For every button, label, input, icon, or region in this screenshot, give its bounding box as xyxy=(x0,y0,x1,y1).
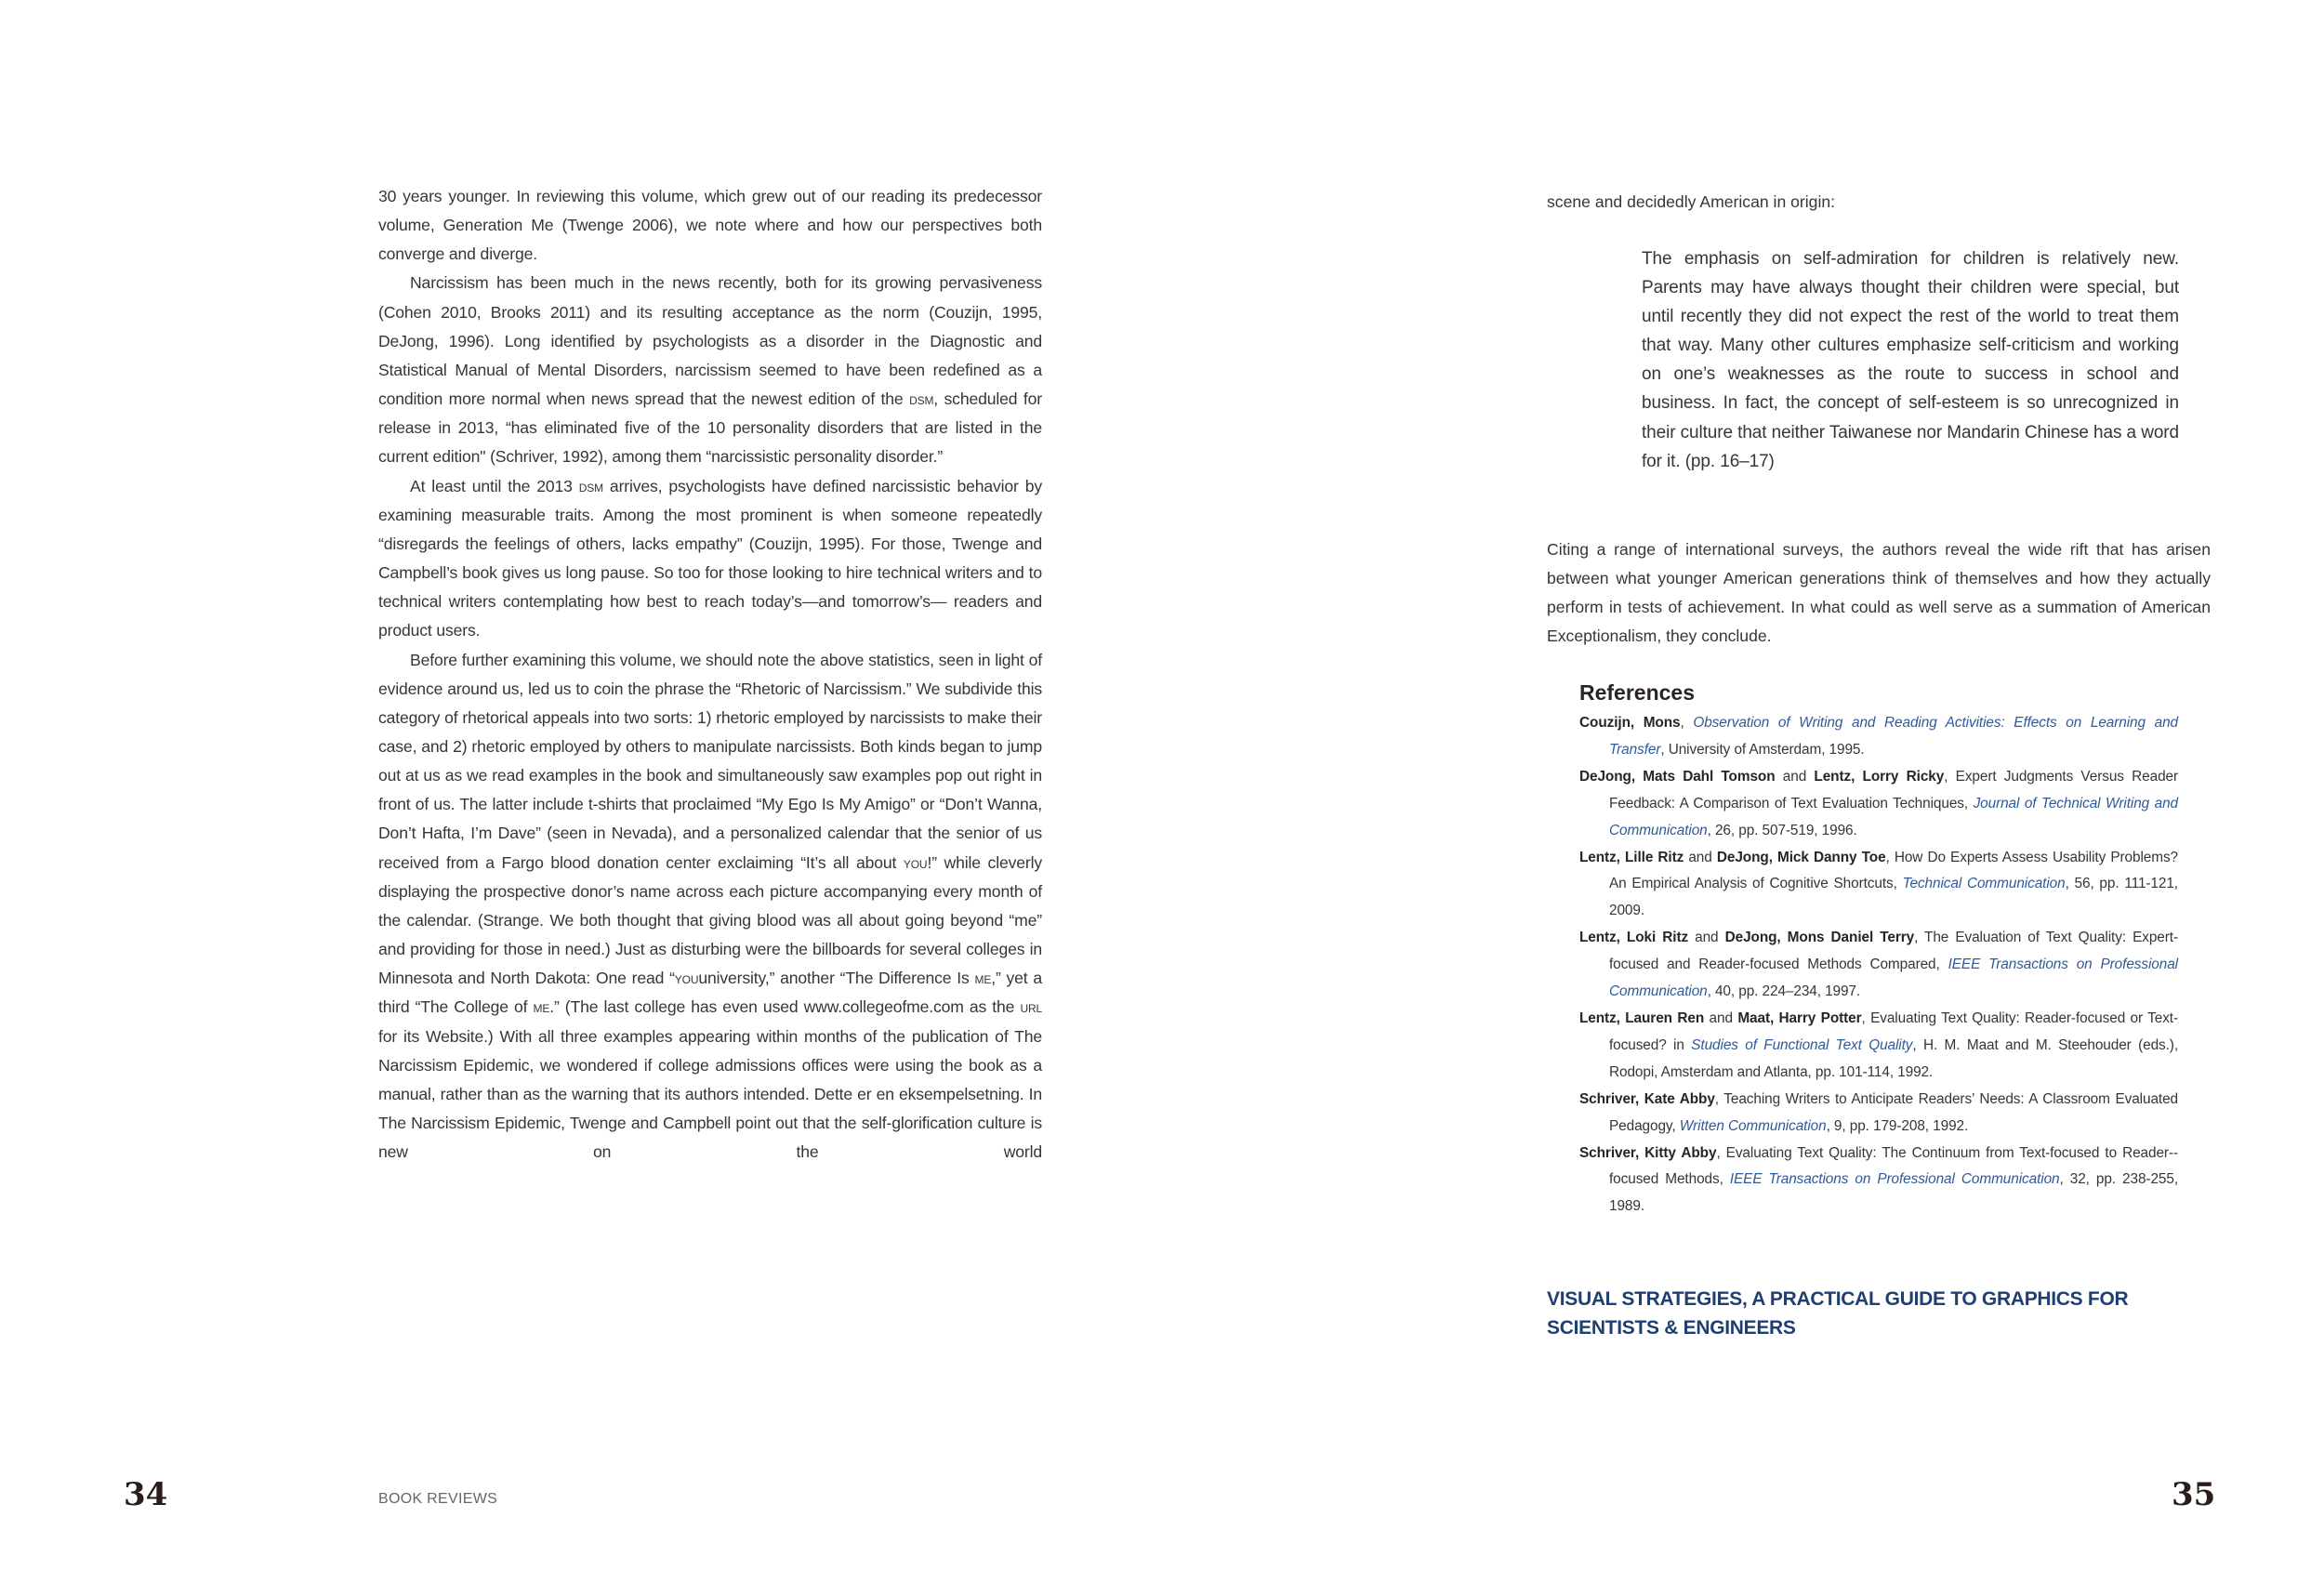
reference-entry xyxy=(1579,845,2178,926)
reference-publication: IEEE Transactions on Professional Communication xyxy=(1609,957,2178,1000)
reference-text: , 32, pp. 238-255, 1989. xyxy=(1609,1171,2178,1215)
text-run: 30 years younger. In reviewing this volume, which grew out of our reading its predecessor volume, Generation Me (Twenge 2006), we note where and how our perspectives both converge and diverge. xyxy=(378,187,1042,264)
references-heading: References xyxy=(1579,680,1696,705)
reference-text: , University of Amsterdam, 1995. xyxy=(1660,741,1865,758)
text-run: .” (The last college has even used www.collegeofme.com as the xyxy=(549,997,1021,1017)
reference-author: Lentz, Loki Ritz xyxy=(1579,930,1689,946)
small-caps-term: you xyxy=(674,970,699,988)
reference-author: Couzijn, Mons xyxy=(1579,715,1681,731)
body-paragraph xyxy=(378,182,1042,269)
reference-author: Lentz, Lille Ritz xyxy=(1579,849,1684,865)
reference-author: Maat, Harry Potter xyxy=(1737,1009,1862,1026)
reference-text: and xyxy=(1684,849,1717,865)
body-paragraph xyxy=(378,646,1042,1168)
text-run: At least until the 2013 xyxy=(410,476,579,495)
reference-publication: IEEE Transactions on Professional Communication xyxy=(1729,1171,2060,1188)
reference-text: , 26, pp. 507-519, 1996. xyxy=(1707,822,1857,838)
left-page-body xyxy=(378,182,1042,1167)
small-caps-term: url xyxy=(1020,998,1042,1017)
reference-entry xyxy=(1579,1087,2178,1141)
reference-text: , 40, pp. 224–234, 1997. xyxy=(1707,983,1861,1000)
reference-author: Schriver, Kitty Abby xyxy=(1579,1144,1717,1161)
reference-entry xyxy=(1579,764,2178,845)
reference-entry xyxy=(1579,925,2178,1006)
right-page-intro: scene and decidedly American in origin: xyxy=(1547,192,1836,211)
reference-text: , Expert Judgments Versus Reader Feedback: A Comparison of Text Evaluation Techniques, xyxy=(1609,768,2179,811)
reference-entry xyxy=(1579,710,2178,764)
reference-author: DeJong, Mons Daniel Terry xyxy=(1724,930,1915,946)
reference-entry xyxy=(1579,1006,2178,1087)
reference-author: DeJong, Mick Danny Toe xyxy=(1716,849,1886,865)
small-caps-term: dsm xyxy=(578,477,603,495)
reference-text: and xyxy=(1688,930,1725,946)
reference-publication: Written Communication xyxy=(1679,1117,1827,1134)
body-paragraph xyxy=(378,472,1042,646)
reference-publication: Observation of Writing and Reading Activities: Effects on Learning and Transfer xyxy=(1609,715,2178,758)
reference-text: , xyxy=(1680,715,1694,731)
reference-text: , Evaluating Text Quality: Reader-focused or Text-focused? in xyxy=(1609,1009,2178,1053)
next-review-title: VISUAL STRATEGIES, A PRACTICAL GUIDE TO GRAPHICS FOR SCIENTISTS & ENGINEERS xyxy=(1547,1288,2129,1339)
reference-text: and xyxy=(1775,768,1815,785)
reference-text: , Evaluating Text Quality: The Continuum from Text-focused to Reader--focused Methods, xyxy=(1609,1144,2179,1188)
reference-text: , The Evaluation of Text Quality: Expert-focused and Reader-focused Methods Compared, xyxy=(1609,930,2178,973)
page-number-right: 35 xyxy=(2172,1476,2216,1513)
small-caps-term: me xyxy=(974,970,992,988)
reference-publication: Journal of Technical Writing and Communication xyxy=(1609,795,2178,838)
block-quote: The emphasis on self-admiration for children is relatively new. Parents may have always thought their children were special, but until recently they did not expect the rest of the world to treat them that way. Many other cultures emphasize self-criticism and working on one’s weaknesses as the route to success in school and business. In fact, the concept of self-esteem is so unrecognized in their culture that neither Taiwanese nor Mandarin Chinese has a word for it. (pp. 16–17) xyxy=(1642,249,2179,471)
small-caps-term: me xyxy=(533,998,550,1017)
reference-text: , 9, pp. 179-208, 1992. xyxy=(1826,1117,1969,1134)
text-run: Narcissism has been much in the news recently, both for its growing pervasiveness (Cohen 2010, Brooks 2011) and its resulting acceptance as the norm (Couzijn, 1995, DeJong, 1996). Long identified by psychologists as a disorder in the Diagnostic and Statistical Manual of Mental Disorders, narcissism seemed to have been redefined as a condition more normal when news spread that the newest edition of the xyxy=(378,273,1042,409)
reference-author: Lentz, Lauren Ren xyxy=(1579,1009,1705,1026)
reference-author: Schriver, Kate Abby xyxy=(1579,1090,1715,1107)
body-paragraph xyxy=(378,269,1042,471)
reference-text: and xyxy=(1704,1009,1738,1026)
citing-paragraph: Citing a range of international surveys, the authors reveal the wide rift that has arisen between what younger American generations think of themselves and how they actually perform in tests of achievement. In what could as well serve as a summation of American Exceptionalism, they conclude. xyxy=(1547,540,2211,646)
reference-text: , 56, pp. 111-121, 2009. xyxy=(1609,876,2178,919)
references-list xyxy=(1579,710,2178,1220)
text-run: Before further examining this volume, we should note the above statistics, seen in light of evidence around us, led us to coin the phrase the “Rhetoric of Narcissism.” We subdivide this category of rhetorical appeals into two sorts: 1) rhetoric employed by narcissists to make their case, and 2) rhetoric employed by others to manipulate narcissists. Both kinds began to jump out at us as we read examples in the book and simultaneously saw examples pop out right in front of us. The latter include t-shirts that proclaimed “My Ego Is My Amigo” or “Don’t Wanna, Don’t Hafta, I’m Dave” (seen in Nevada), and a personalized calendar that the senior of us received from a Fargo blood donation center exclaiming “It’s all about xyxy=(378,650,1042,872)
text-run: university,” another “The Difference Is xyxy=(698,969,975,988)
reference-text: , H. M. Maat and M. Steehouder (eds.), Rodopi, Amsterdam and Atlanta, pp. 101-114, 1992. xyxy=(1609,1036,2178,1080)
text-run: arrives, psychologists have defined narcissistic behavior by examining measurable traits. Among the most prominent is when someone repeatedly “disregards the feelings of others, lacks empathy” (Couzijn, 1995). For those, Twenge and Campbell’s book gives us long pause. So too for those looking to hire technical writers and to technical writers contemplating how best to reach today’s—and tomorrow’s— readers and product users. xyxy=(378,476,1042,640)
reference-author: Lentz, Lorry Ricky xyxy=(1814,768,1945,785)
running-footer: BOOK REVIEWS xyxy=(378,1491,498,1507)
page-number-left: 34 xyxy=(124,1476,168,1513)
reference-entry xyxy=(1579,1141,2178,1221)
reference-author: DeJong, Mats Dahl Tomson xyxy=(1579,768,1776,785)
reference-text: , Teaching Writers to Anticipate Readers’ Needs: A Classroom Evaluated Pedagogy, xyxy=(1609,1090,2178,1134)
reference-publication: Technical Communication xyxy=(1902,876,2066,892)
reference-publication: Studies of Functional Text Quality xyxy=(1691,1036,1913,1053)
reference-text: , How Do Experts Assess Usability Problems? An Empirical Analysis of Cognitive Shortcuts, xyxy=(1609,849,2178,892)
text-run: ,” yet a third “The College of xyxy=(378,969,1042,1017)
text-run: !” while cleverly displaying the prospective donor’s name across each picture accompanying every month of the calendar. (Strange. We both thought that giving blood was all about going beyond “me” and providing for those in need.) Just as disturbing were the billboards for several colleges in Minnesota and North Dakota: One read “ xyxy=(378,852,1042,988)
small-caps-term: dsm xyxy=(909,390,934,409)
references-section xyxy=(1579,677,2178,1220)
text-run: , scheduled for release in 2013, “has eliminated five of the 10 personality disorders that are listed in the current edition" (Schriver, 1992), among them “narcissistic personality disorder.” xyxy=(378,389,1042,467)
small-caps-term: you xyxy=(903,853,928,872)
text-run: for its Website.) With all three examples appearing within months of the publication of The Narcissism Epidemic, we wondered if college admissions offices were using the book as a manual, rather than as the warning that its authors intended. Dette er en eksempelsetning. In The Narcissism Epidemic, Twenge and Campbell point out that the self-glorification culture is new on the world xyxy=(378,1026,1042,1162)
